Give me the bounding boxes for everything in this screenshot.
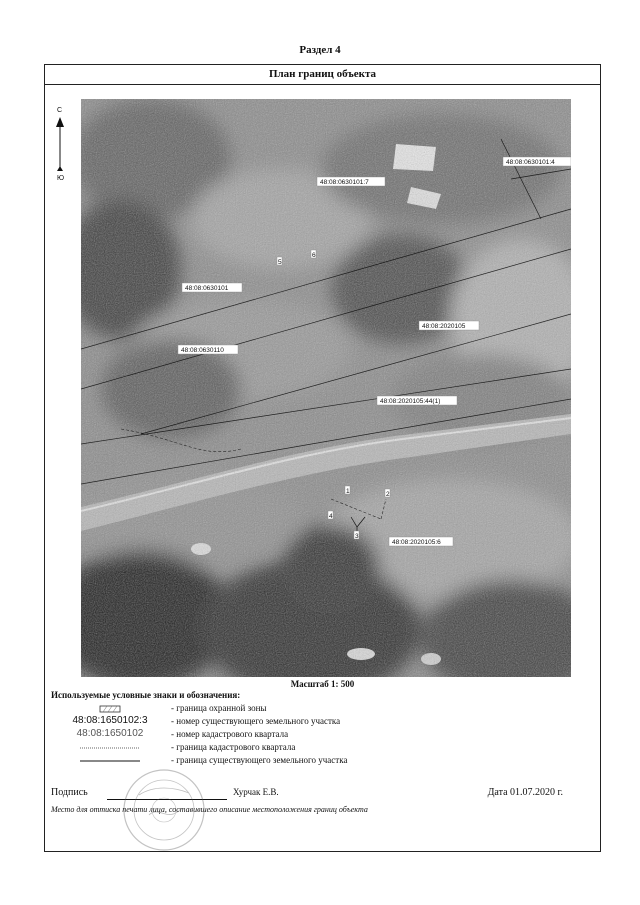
aerial-map bbox=[81, 99, 571, 677]
signature-date: Дата 01.07.2020 г. bbox=[487, 787, 563, 798]
stamp-footnote: Место для оттиска печати лица, составившего описание местоположения границ объекта bbox=[51, 805, 368, 814]
dotted-line-icon bbox=[80, 745, 140, 751]
compass-south: Ю bbox=[57, 175, 65, 182]
compass-arrow-icon bbox=[55, 117, 65, 175]
parcel-label-0630101-4: 48:08:0630101:4 bbox=[506, 159, 555, 166]
point-number: 1 bbox=[346, 488, 350, 495]
document-frame: План границ объекта С Ю 48:08:0630101:4 48:08:0630101:7 48:08:0630101 48:08:2020105 48:08:0630110 48:08:2020105:44(1) 48:08:2020105:6 5 6 1 2 3 4 Масштаб 1: 500 Используемые условные знаки и обозначения: - граница охранной зоны 48:08:1650102:3 - номер существующего земельного участка 48:08:1650102 - номер кадастрового квартала - граница кадастрового квартала - граница существующего земельного участка Подпись Хурчак Е.В. Дата 01.07.2020 г. Место для оттиска печати лица, составившего описание местоположения границ объекта bbox=[44, 64, 601, 852]
parcel-label-0630101: 48:08:0630101 bbox=[185, 285, 229, 292]
parcel-label-2020105-6: 48:08:2020105:6 bbox=[392, 539, 441, 546]
point-number: 3 bbox=[355, 533, 359, 540]
parcel-label-2020105-44: 48:08:2020105:44(1) bbox=[380, 398, 441, 405]
parcel-label-2020105: 48:08:2020105 bbox=[422, 323, 466, 330]
legend-symbol bbox=[55, 702, 165, 714]
signature-label: Подпись bbox=[51, 787, 88, 798]
compass-north: С bbox=[57, 107, 63, 114]
hatched-box-icon bbox=[99, 705, 121, 713]
compass bbox=[53, 107, 73, 247]
aerial-map-svg bbox=[81, 99, 571, 677]
point-number: 5 bbox=[278, 259, 282, 266]
frame-header: План границ объекта bbox=[45, 65, 600, 85]
parcel-label-0630101-7: 48:08:0630101:7 bbox=[320, 179, 369, 186]
legend-symbol: 48:08:1650102 bbox=[76, 728, 144, 739]
legend-symbol bbox=[55, 741, 165, 753]
parcel-label-0630110: 48:08:0630110 bbox=[181, 347, 224, 354]
legend-symbol: 48:08:1650102:3 bbox=[72, 715, 148, 726]
point-number: 2 bbox=[386, 491, 390, 498]
signer-name: Хурчак Е.В. bbox=[233, 787, 279, 797]
legend-title: Используемые условные знаки и обозначения: bbox=[51, 690, 241, 700]
point-number: 4 bbox=[329, 513, 333, 520]
section-title: Раздел 4 bbox=[299, 44, 341, 56]
seal-stamp-icon bbox=[119, 765, 209, 855]
map-scale: Масштаб 1: 500 bbox=[290, 679, 355, 689]
solid-line-icon bbox=[80, 758, 140, 764]
point-number: 6 bbox=[312, 252, 316, 259]
